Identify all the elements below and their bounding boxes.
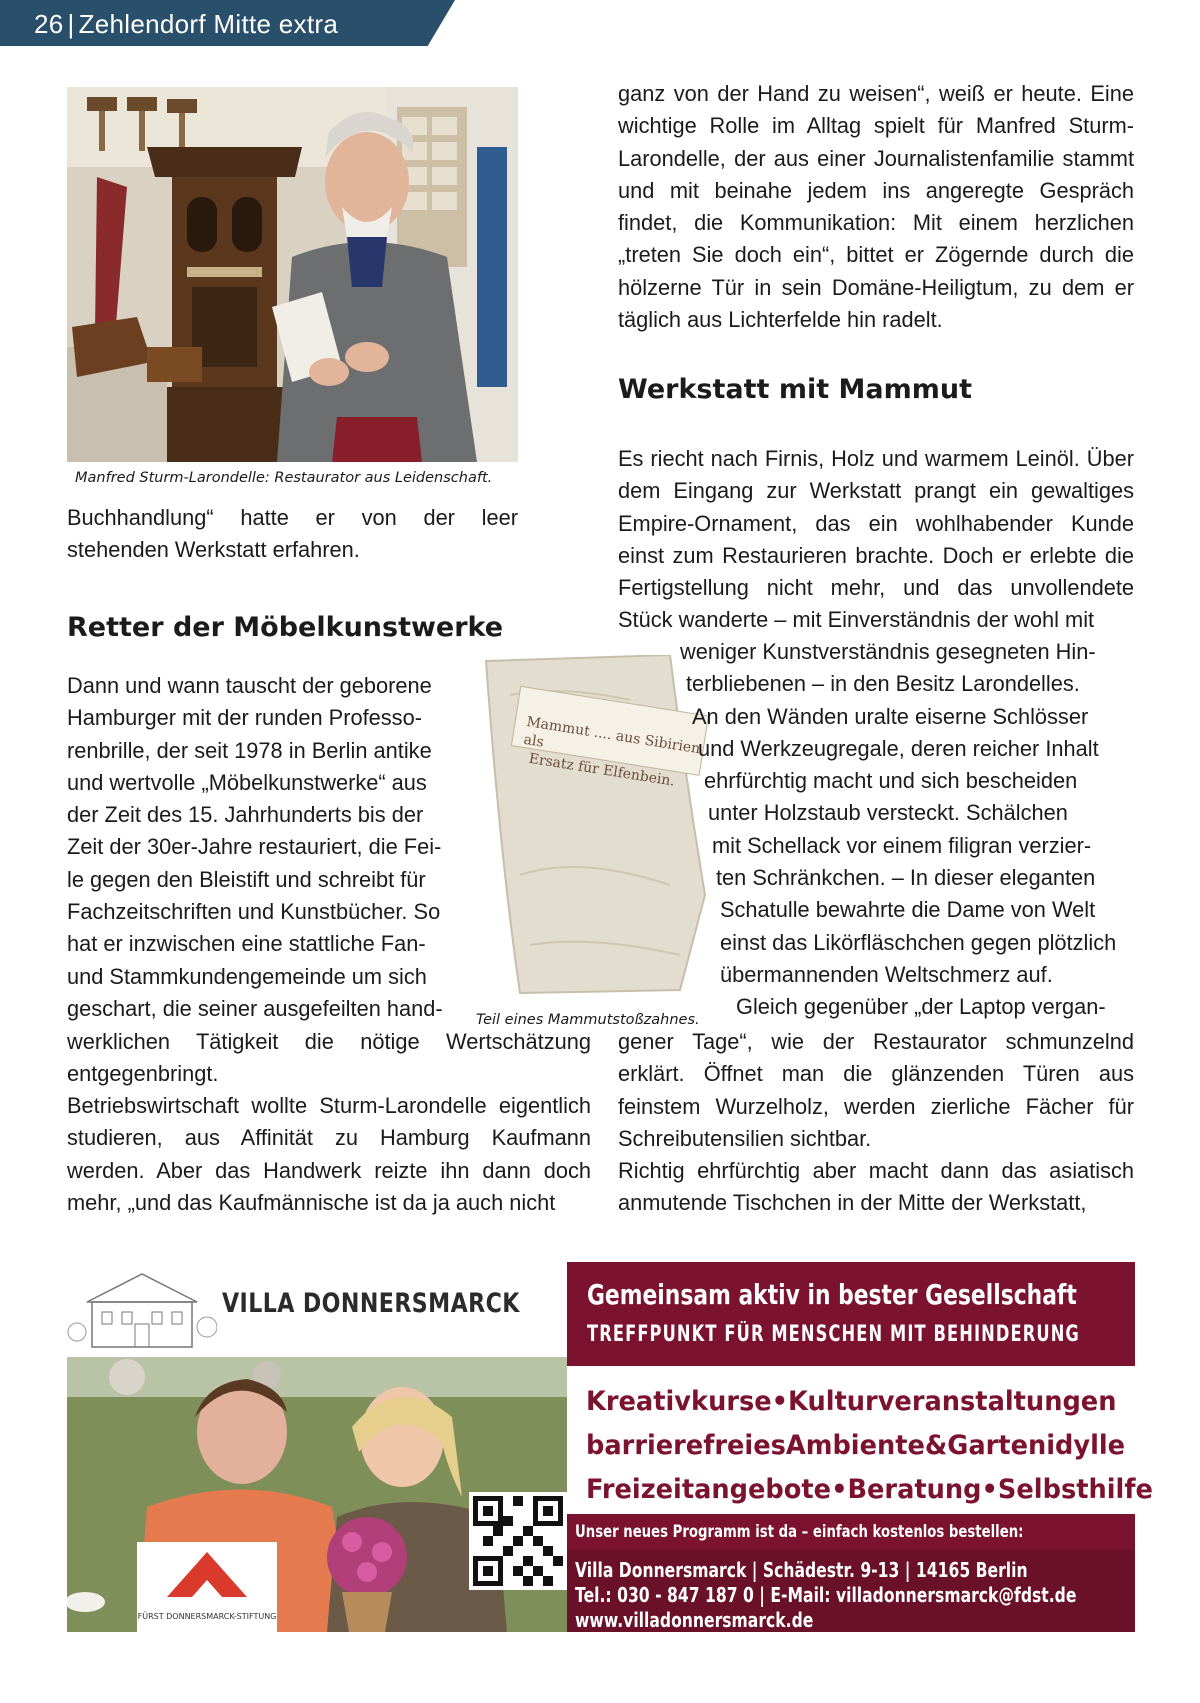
right-wrap-line: übermannenden Weltschmerz auf. (720, 961, 1053, 987)
right-wrap-line: ten Schränkchen. – In dieser eleganten (716, 865, 1096, 891)
villa-sketch-drawing (67, 1262, 217, 1357)
offer-beratung: Beratung (847, 1474, 982, 1505)
offer-separator: • (771, 1386, 789, 1417)
left-wrap-line: Dann und wann tauscht der geborene (67, 673, 432, 698)
offer-separator: • (831, 1474, 848, 1505)
ad-offer-line-1 (567, 1380, 1117, 1424)
heading-retter: Retter der Möbelkunstwerke (67, 612, 504, 643)
right-wrap-line: terbliebenen – in den Besitz Larondelles. (686, 671, 1080, 697)
left-wrap-line: und wertvolle „Möbelkunstwerke“ aus (67, 769, 427, 795)
ad-contact-line-1: Villa Donnersmarck | Schädestr. 9-13 | 14165 Berlin (575, 1558, 1028, 1582)
left-wrap-line: Zeit der 30er-Jahre restauriert, die Fei- (67, 834, 442, 860)
offer-gartenidylle: Gartenidylle (947, 1430, 1126, 1461)
ad-contact-box (567, 1514, 1135, 1632)
right-wrap-line: Schatulle bewahrte die Dame von Welt (720, 897, 1096, 923)
right-wrap-line: weniger Kunstverständnis gesegneten Hin- (680, 639, 1096, 664)
qr-code-pattern (473, 1496, 563, 1586)
left-wrap-line: Fachzeitschriften und Kunstbücher. So (67, 899, 441, 925)
ad-offer-line-3 (567, 1468, 1153, 1512)
section-title: Zehlendorf Mitte extra (78, 9, 339, 39)
villa-sketch (67, 1262, 217, 1357)
left-paragraph-2: werklichen Tätigkeit die nötige Wertschätzung entgegenbringt. (67, 1029, 591, 1087)
offer-kulturveranstaltungen: Kulturveranstaltungen (788, 1386, 1117, 1417)
offer-ambiente: Ambiente (785, 1430, 925, 1461)
ad-website-link[interactable]: www.villadonnersmarck.de (575, 1608, 814, 1632)
ad-offers (567, 1380, 1153, 1512)
restorer-photo (67, 87, 518, 462)
tusk-label-line: Mammut .... aus Sibirien als (522, 713, 702, 758)
right-wrap-line: mit Schellack vor einem filigran verzier- (712, 832, 1092, 858)
right-wrap-line: unter Holzstaub versteckt. Schälchen (708, 800, 1068, 826)
left-wrap-line: und Stammkundengemeinde um sich (67, 963, 427, 989)
right-wrap-line: Gleich gegenüber „der Laptop vergan- (736, 994, 1106, 1020)
offer-ampersand: & (924, 1430, 948, 1461)
foundation-logo (137, 1542, 277, 1632)
ad-subheadline: TREFFPUNKT FÜR MENSCHEN MIT BEHINDERUNG (587, 1322, 1080, 1347)
left-wrap-line: hat er inzwischen eine stattliche Fan- (67, 931, 426, 957)
offer-separator: • (981, 1474, 998, 1505)
left-wrap-line: renbrille, der seit 1978 in Berlin antike (67, 737, 432, 763)
offer-freizeitangebote: Freizeitangebote (586, 1474, 832, 1505)
right-wrap-line: und Werkzeugregale, deren reicher Inhalt (698, 735, 1099, 761)
right-wrap-line: einst das Likörfläschchen gegen plötzlich (720, 929, 1117, 955)
villa-donnersmarck-ad (67, 1262, 1153, 1632)
restorer-photo-illustration (67, 87, 518, 462)
left-wrap-lines (67, 670, 467, 1025)
offer-barrierefreies: barrierefreies (586, 1430, 786, 1461)
left-paragraph-3: Betriebswirtschaft wollte Sturm-Larondelle eigentlich studieren, aus Affinität zu Hamburg Kaufmann werden. Aber das Handwerk reizte ihn dann doch mehr, „und das Kaufmännische ist da ja auch nicht (67, 1093, 591, 1215)
tusk-label-line: Ersatz für Elfenbein. (527, 750, 676, 790)
restorer-photo-caption: Manfred Sturm-Larondelle: Restaurator aus Leidenschaft. (75, 470, 493, 486)
villa-brand-name: VILLA DONNERSMARCK (222, 1288, 520, 1319)
right-paragraph-3: Richtig ehrfürchtig aber macht dann das asiatisch anmutende Tischchen in der Mitte der Werkstatt, (618, 1158, 1134, 1216)
foundation-roof-icon (137, 1542, 277, 1602)
heading-werkstatt: Werkstatt mit Mammut (618, 374, 972, 405)
offer-kreativkurse: Kreativkurse (586, 1386, 772, 1417)
foundation-logo-text: FÜRST DONNERSMARCK-STIFTUNG (137, 1612, 277, 1621)
ad-contact-line-2[interactable]: Tel.: 030 - 847 187 0 | E-Mail: villadonnersmarck@fdst.de (575, 1583, 1077, 1607)
ad-offer-line-2 (567, 1424, 1126, 1468)
right-paragraph-top: Es riecht nach Firnis, Holz und warmem Leinöl. Über dem Eingang zur Werkstatt prangt ein gewaltiges Empire-Ornament, das ein wohlhabender Kunde einst zum Restaurieren brachte. Doch er erlebte die Fertigstellung nicht mehr, und das unvollendete Stück wanderte – mit Einverständnis der wohl mit (618, 446, 1134, 633)
right-intro-paragraph: ganz von der Hand zu weisen“, weiß er heute. Eine wichtige Rolle im Alltag spielt für Manfred Sturm-Larondelle, der aus einer Journalistenfamilie stammt und mit beinahe jedem ins angeregte Gespräch findet, die Kommunikation: Mit einem herzlichen „treten Sie doch ein“, bittet er Zögernde durch die hölzerne Tür in sein Domäne-Heiligtum, zu dem er täglich aus Lichterfelde hin radelt. (618, 81, 1134, 333)
ad-program-note: Unser neues Programm ist da – einfach kostenlos bestellen: (575, 1522, 1024, 1542)
right-wrap-line: ehrfürchtig macht und sich bescheiden (704, 768, 1078, 794)
page-number: 26 (34, 9, 64, 39)
header-separator: | (67, 9, 75, 39)
left-wrap-line: geschart, die seiner ausgefeilten hand- (67, 995, 443, 1021)
left-wrap-line: der Zeit des 15. Jahrhunderts bis der (67, 802, 424, 828)
tusk-photo-caption: Teil eines Mammutstoßzahnes. (476, 1012, 700, 1028)
right-wrap-line: An den Wänden uralte eiserne Schlösser (692, 703, 1089, 729)
ad-headline: Gemeinsam aktiv in bester Gesellschaft (587, 1278, 1077, 1311)
left-wrap-line: le gegen den Bleistift und schreibt für (67, 866, 426, 892)
left-wrap-line: Hamburger mit der runden Professo- (67, 705, 422, 731)
left-intro-paragraph: Buchhandlung“ hatte er von der leer stehenden Werkstatt erfahren. (67, 505, 518, 563)
qr-code[interactable] (469, 1492, 567, 1590)
offer-selbsthilfe: Selbsthilfe (997, 1474, 1153, 1505)
right-wrap-lines (670, 636, 1140, 1024)
page-header (34, 9, 338, 40)
right-paragraph-2: gener Tage“, wie der Restaurator schmunzelnd erklärt. Öffnet man die glänzenden Türen aus feinstem Wurzelholz, werden zierliche Fächer für Schreibutensilien sichtbar. (618, 1029, 1134, 1151)
ad-photo (67, 1357, 567, 1632)
ad-headline-box (567, 1262, 1135, 1366)
